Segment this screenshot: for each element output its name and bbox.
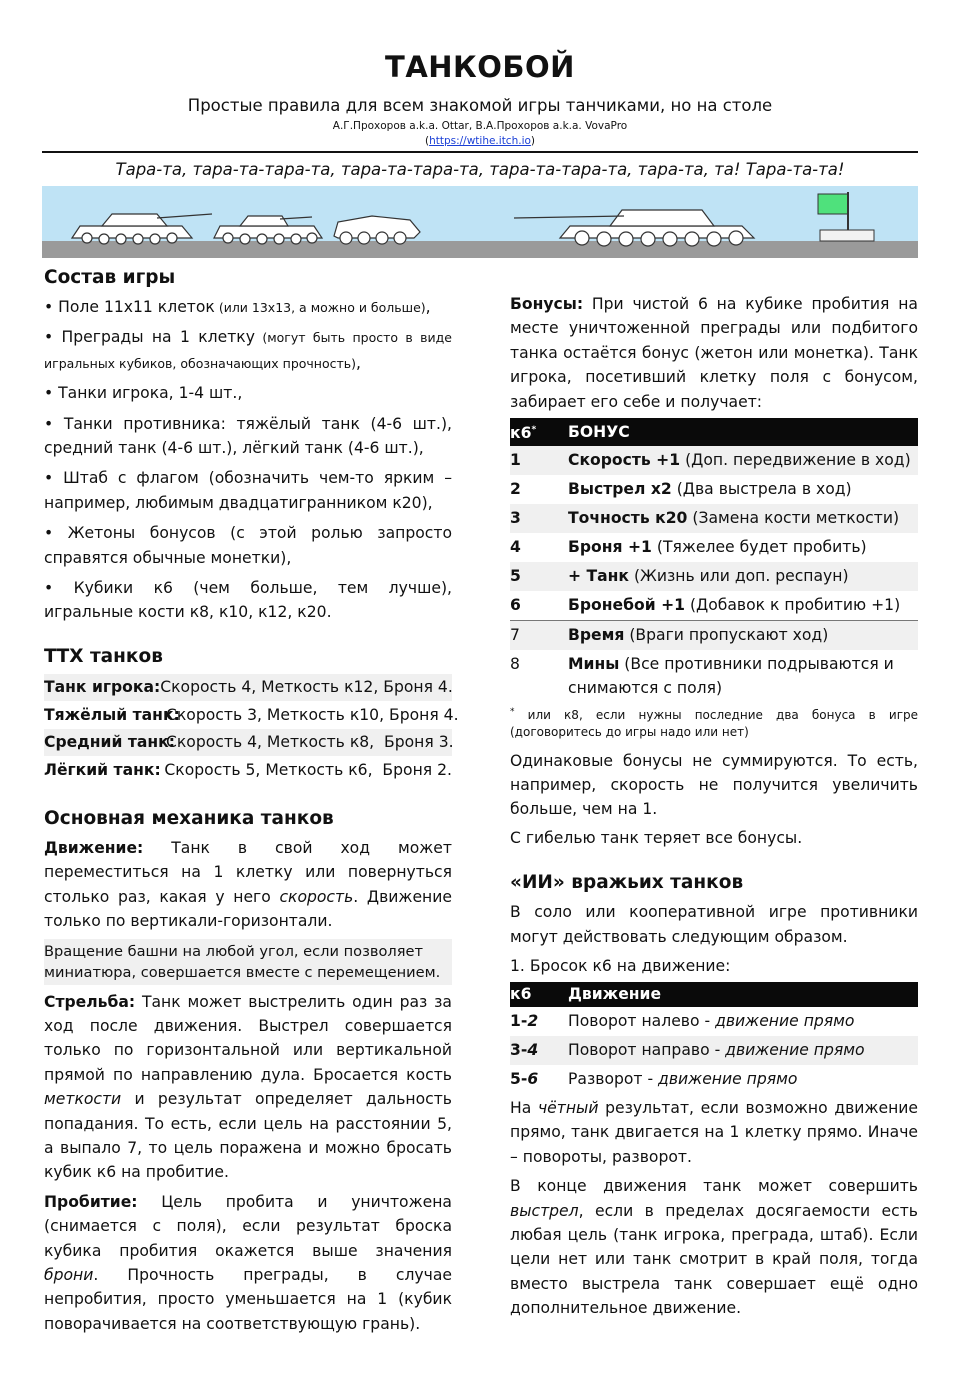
bonus-cell: [568, 533, 918, 562]
subtitle: Простые правила для всем знакомой игры танчиками, но на столе: [187, 96, 773, 115]
ai-table: [510, 982, 918, 1093]
ai-action: [568, 1065, 918, 1094]
ttx-tank-stats: Скорость 4, Меткость к12, Броня 4.: [160, 678, 453, 697]
ai-col-die: к6: [510, 982, 568, 1006]
movement-em: скорость: [279, 887, 354, 906]
penetration-em: брони: [44, 1265, 94, 1284]
table-row: [510, 1036, 918, 1065]
bonus-cell: [568, 591, 918, 621]
footnote-text: или к8, если нужны последние два бонуса в игре (договоритесь до игры надо или нет): [510, 707, 918, 739]
table-row: [510, 591, 918, 621]
penetration-text-b: . Прочность преграды, в случае непробития, просто уменьшается на 1 (кубик поворачивается на соответствующую грань).: [44, 1265, 452, 1333]
shooting-label: Стрельба:: [44, 992, 136, 1011]
ttx-heading: ТТХ танков: [44, 645, 163, 667]
bonus-desc: (Доп. передвижение в ход): [680, 450, 911, 469]
ai-die-b: 6: [527, 1069, 539, 1088]
bonus-name: Скорость +1: [568, 450, 681, 469]
list-item-tail: ,: [425, 298, 431, 316]
table-row: [510, 504, 918, 533]
right-column: [510, 292, 918, 1326]
bonus-die-value: 7: [510, 620, 568, 650]
bonus-desc: (Два выстрела в ход): [671, 479, 852, 498]
bonus-intro-text: При чистой 6 на кубике пробития на месте уничтоженной преграды или подбитого танка остаётся бонус (жетон или монетка). Танк игрока, посетивший клетку поля с бонусом, забирает его себе и получает:: [510, 295, 918, 411]
ai-die-value: [510, 1065, 568, 1094]
table-row: [510, 475, 918, 504]
bonus-desc: (Все противники подрываются и снимаются с поля): [568, 654, 894, 697]
bonus-col-die: к6*: [510, 418, 568, 446]
ai-action-text: Поворот налево -: [568, 1011, 716, 1030]
bonus-name: Точность к20: [568, 508, 688, 527]
ai-even-paragraph: [510, 1096, 918, 1169]
ai-step1: 1. Бросок к6 на движение:: [510, 957, 731, 976]
bonus-name: Выстрел х2: [568, 479, 672, 498]
movement-label: Движение:: [44, 838, 144, 857]
list-item-main: • Танки игрока, 1-4 шт.,: [44, 384, 243, 403]
list-item: [44, 466, 452, 516]
website-link[interactable]: https://wtihe.itch.io: [429, 135, 531, 147]
ai-action-text: Поворот направо -: [568, 1040, 726, 1059]
ai-intro: В соло или кооперативной игре противники могут действовать следующим образом.: [510, 903, 918, 946]
ai-action-em: движение прямо: [658, 1069, 798, 1088]
penetration-text-a: Цель пробита и уничтожена (снимается с поля), если результат броска кубика пробития окажется выше значения: [44, 1192, 452, 1260]
table-row: [510, 562, 918, 591]
table-row: [510, 650, 918, 700]
bonus-name: Мины: [568, 654, 620, 673]
ttx-tank-name: Средний танк:: [44, 733, 175, 752]
shooting-text-a: Танк может выстрелить один раз за ход после движения. Выстрел совершается только по горизонтальной или вертикальной прямой по направлению дула. Бросается кость: [44, 992, 452, 1084]
list-item: [44, 325, 452, 376]
composition-list: [44, 295, 452, 626]
list-item: [44, 412, 452, 462]
bonus-name: Время: [568, 625, 625, 644]
ai-end-a: В конце движения танк может совершить: [510, 1177, 918, 1196]
ai-even-a: На: [510, 1098, 538, 1117]
left-column: [44, 265, 459, 1341]
bonus-desc: (Добавок к пробитию +1): [684, 595, 901, 614]
penetration-paragraph: [44, 1190, 452, 1336]
ai-die-b: 4: [527, 1040, 539, 1059]
ttx-tank-name: Тяжёлый танк:: [44, 705, 180, 724]
bonus-name: Бронебой +1: [568, 595, 685, 614]
ai-die-b: 2: [527, 1011, 539, 1030]
bonus-die-value: 8: [510, 654, 520, 673]
ai-action-em: движение прямо: [725, 1040, 865, 1059]
bonus-desc: (Тяжелее будет пробить): [651, 537, 867, 556]
ttx-tank-name: Лёгкий танк:: [44, 760, 161, 779]
ai-even-b: результат, если возможно движение прямо, танк двигается на 1 клетку прямо. Иначе – повороты, разворот.: [510, 1098, 918, 1166]
bonus-die-value: 6: [510, 591, 568, 621]
link-line: [0, 135, 960, 147]
bonus-desc: (Жизнь или доп. респаун): [629, 566, 849, 585]
bonus-cell: [568, 620, 918, 650]
bonus-intro: [510, 292, 918, 414]
ai-end-em: выстрел: [510, 1201, 579, 1220]
ttx-row: [44, 701, 459, 729]
penetration-label: Пробитие:: [44, 1192, 138, 1211]
table-row: [510, 446, 918, 475]
bonus-desc: (Замена кости меткости): [687, 508, 900, 527]
movement-paragraph: [44, 836, 452, 934]
list-item-note: (могут быть просто в виде игральных кубиков, обозначающих прочность): [44, 330, 452, 371]
rotation-note: Вращение башни на любой угол, если позволяет миниатюра, совершается вместе с перемещением.: [44, 939, 452, 985]
ai-action-em: движение прямо: [715, 1011, 855, 1030]
authors: А.Г.Прохоров a.k.a. Ottar, В.А.Прохоров a.k.a. VovaPro: [332, 120, 628, 132]
bonus-die-value: 2: [510, 479, 521, 498]
no-stack-note: Одинаковые бонусы не суммируются. То есть, например, скорость не получится увеличить больше, чем на 1.: [510, 751, 918, 819]
link-close: ): [530, 135, 536, 147]
ai-die-value: [510, 1007, 568, 1036]
bonus-intro-label: Бонусы:: [510, 295, 584, 313]
ai-heading: «ИИ» вражьих танков: [510, 872, 744, 894]
bonus-col-name: БОНУС: [568, 418, 918, 446]
banner-ground: [42, 241, 918, 258]
ai-die-a: 5-: [510, 1069, 528, 1088]
footnote-mark: *: [510, 706, 515, 717]
bonus-name: Броня +1: [568, 537, 652, 556]
list-item: [44, 381, 452, 406]
shooting-em: меткости: [44, 1090, 122, 1109]
bonus-cell: [568, 475, 918, 504]
ttx-row: [44, 756, 452, 784]
tanks-banner: [42, 186, 918, 258]
bonus-footnote: [510, 704, 918, 741]
ttx-row: [44, 729, 452, 757]
ai-die-value: [510, 1036, 568, 1065]
ai-action: [568, 1036, 918, 1065]
list-item-main: • Жетоны бонусов (с этой ролью запросто справятся обычные монетки),: [44, 524, 452, 567]
title-divider: [42, 151, 918, 153]
bonus-desc: (Враги пропускают ход): [624, 625, 829, 644]
bonus-die-value: 1: [510, 446, 568, 475]
ttx-row: [44, 674, 452, 702]
ttx-tank-stats: Скорость 4, Меткость к8, Броня 3.: [166, 733, 454, 752]
bonus-cell: [568, 650, 918, 700]
ai-action: [568, 1007, 918, 1036]
bonus-die-value: 3: [510, 504, 568, 533]
list-item: [44, 576, 452, 626]
bonus-name: + Танк: [568, 566, 630, 585]
ai-action-text: Разворот -: [568, 1069, 659, 1088]
table-row: [510, 620, 918, 650]
list-item-main: • Преграды на 1 клетку: [44, 328, 255, 347]
movement-text-b: . Движение только по вертикали-горизонтали.: [44, 887, 452, 931]
bonus-die-value: 4: [510, 537, 521, 556]
ttx-tank-stats: Скорость 3, Меткость к10, Броня 4.: [166, 705, 459, 724]
motto: Тара-та, тара-та-тара-та, тара-та-тара-та, тара-та-тара-та, тара-та, та! Тара-та-та!: [115, 160, 845, 179]
shooting-text-b: и результат определяет дальность попадания. То есть, если цель на расстоянии 5, а выпало 7, то цель поражена и можно бросать кубик к6 на пробитие.: [44, 1090, 452, 1182]
ttx-table: [44, 674, 459, 784]
bonus-cell: [568, 562, 918, 591]
bonus-cell: [568, 504, 918, 533]
list-item-note: (или 13х13, а можно и больше): [214, 300, 426, 315]
shooting-paragraph: [44, 990, 452, 1185]
bonus-cell: [568, 446, 918, 475]
ai-die-a: 1-: [510, 1011, 528, 1030]
mechanics-heading: Основная механика танков: [44, 807, 334, 829]
table-row: [510, 1007, 918, 1036]
ai-die-a: 3-: [510, 1040, 528, 1059]
death-note: С гибелью танк теряет все бонусы.: [510, 828, 803, 847]
ttx-tank-name: Танк игрока:: [44, 678, 161, 697]
list-item-main: • Танки противника: тяжёлый танк (4-6 шт.), средний танк (4-6 шт.), лёгкий танк (4-6 шт.),: [44, 414, 452, 458]
ai-end-paragraph: [510, 1174, 918, 1320]
movement-text-a: Танк в свой ход может переместиться на 1 клетку или повернуться столько раз, какая у него: [44, 838, 452, 906]
ai-even-em: чётный: [537, 1098, 599, 1117]
ai-col-action: Движение: [568, 982, 918, 1006]
ttx-tank-stats: Скорость 5, Меткость к6, Броня 2.: [164, 760, 452, 779]
link-open: (: [424, 135, 430, 147]
list-item-tail: ,: [356, 353, 361, 372]
list-item: [44, 295, 452, 320]
list-item-main: • Поле 11х11 клеток: [44, 298, 215, 316]
table-row: [510, 533, 918, 562]
bonus-table: [510, 418, 918, 700]
table-row: [510, 1065, 918, 1094]
list-item-main: • Штаб с флагом (обозначить чем-то ярким – например, любимым двадцатигранником к20),: [44, 469, 452, 512]
ai-end-b: , если в пределах досягаемости есть любая цель (танк игрока, преграда, штаб). Если цели нет или танк смотрит в край поля, тогда вместо выстрела танк совершает ещё одно дополнительное движение.: [510, 1201, 918, 1318]
page-title: ТАНКОБОЙ: [385, 50, 575, 84]
composition-heading: Состав игры: [44, 267, 176, 288]
list-item-main: • Кубики к6 (чем больше, тем лучше), игральные кости к8, к10, к12, к20.: [44, 579, 452, 622]
list-item: [44, 521, 452, 571]
bonus-die-value: 5: [510, 562, 568, 591]
